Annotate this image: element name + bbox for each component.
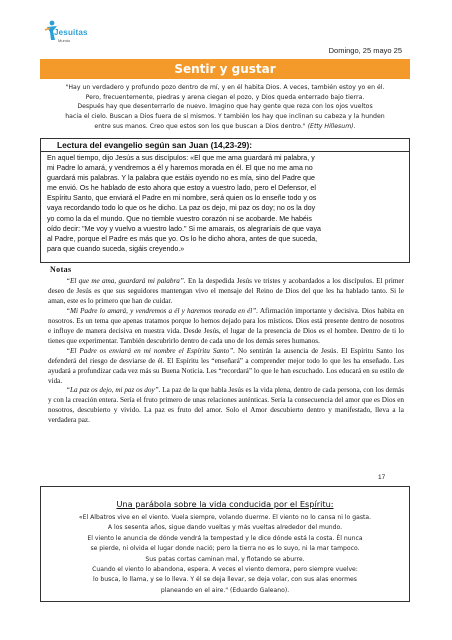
parable-box [40,486,410,602]
gospel-divider [41,151,409,152]
gospel-line: guardará mis palabras. Y la palabra que estáis oyendo no es mía, sino del Padre que [47,174,315,183]
notes-paragraph [48,277,404,307]
notes-text: No sentirán la ausencia de Jesús. El Espíritu Santo los defenderá del riesgo de desviarse de él. El Espíritu les “enseñará” a comprender mejor todo lo que les ha enseñado. Les ayudará a profundizar cada vez más su Buena Noticia. Les “recordará” lo que le han escuchado. Los educará en su estilo de vida. [48,346,404,385]
logo-brand: Jesuitas [54,28,88,37]
gospel-line: para que cuando suceda, sigáis creyendo.» [47,244,185,253]
parable-text [47,513,403,596]
notes-paragraph [48,386,404,426]
gospel-line: mi Padre lo amará, y vendremos a él y haremos morada en él. El que no me ama no [47,164,313,173]
quote-line: Pero, frecuentemente, piedras y arena ciegan el pozo, y Dios queda enterrado bajo tierra. [85,93,365,101]
parable-line: «El Albatros vive en el viento. Vuela siempre, volando duerme. El viento no lo cansa ni lo gasta. [78,514,372,521]
page-number: 17 [378,474,386,481]
gospel-reference: (14,23-29): [208,140,253,150]
notes-body [48,277,404,426]
gospel-title: Lectura del evangelio según san Juan [57,140,209,150]
notes-heading: Notas [50,265,72,274]
notes-quote: “El Padre os enviará en mi nombre el Espíritu Santo”. [66,346,236,355]
gospel-line: Espíritu Santo, que enviará el Padre en mi nombre, será quien os lo enseñe todo y os [47,194,317,203]
quote-author: (Etty Hillesum). [307,122,356,130]
parable-line: Cuando el viento lo abandona, espera. A veces el viento demora, pero siempre vuelve: [92,566,358,574]
quote-line: "Hay un verdadero y profundo pozo dentro de mí, y en él habita Dios. A veces, también estoy yo en él. [65,84,385,91]
gospel-line: oído decir: "Me voy y vuelvo a vuestro lado." Si me amarais, os alegraríais de que vaya [47,224,321,233]
logo-sub: Mundo [58,38,71,43]
notes-paragraph [48,307,404,347]
gospel-line: En aquel tiempo, dijo Jesús a sus discípulos: «El que me ama guardará mi palabra, y [47,154,315,162]
notes-paragraph [48,347,404,387]
quote-line: Después hay que desenterrarlo de nuevo. Imagino que hay gente que reza con los ojos vueltos [77,103,373,111]
notes-text: La paz de la que habla Jesús es la vida plena, dentro de cada persona, con los demás y con la creación entera. Sería el fruto primero de unas relaciones auténticas. Sería la consecuencia del amor que es Dios en nosotros, descubierto y vivido. La paz es fruto del amor. Solo el Amor descubierto dentro y manifestado, lleva a la verdadera paz. [48,386,404,425]
gospel-line: me envió. Os he hablado de esto ahora que estoy a vuestro lado, pero el Defensor, el [47,184,316,193]
gospel-line: vaya recordando todo lo que os he dicho. La paz os dejo, mi paz os doy; no os la doy [47,204,316,213]
date-label: Domingo, 25 mayo 25 [328,46,402,55]
opening-quote [44,83,406,132]
gospel-box [40,138,410,263]
quote-text: entre sus manos. Creo que estos son los que buscan a Dios dentro." [94,122,306,130]
quote-line-last [44,122,406,132]
jesuitas-logo [40,20,88,46]
notes-quote: “El que me ama, guardará mi palabra”. [66,277,186,285]
title-banner: Sentir y gustar [40,59,410,79]
notes-text: Afirmación importante y decisiva. Dios habita en nosotros. Es un tema que apenas tratamos porque lo hemos dejado para los místicos. Dios está presente dentro de nosotros e influye de manera decisiva en nuestra vida. Desde Jesús, el lugar de la presencia de Dios es el hombre. Dentro de ti lo tienes que experimentar. También descubrirlo dentro de cada uno de los demás seres humanos. [48,306,404,345]
parable-line: se pierde, ni olvida el lugar donde nació; pero la tierra no es lo suyo, ni la mar tampoco. [90,545,360,553]
parable-line: lo busca, lo llama, y se lo lleva. Y él se deja llevar, se deja volar, con sus alas enormes [93,576,357,584]
parable-line: A los sesenta años, sigue dando vueltas y más vueltas alrededor del mundo. [107,524,343,532]
parable-line: planeando en el aire." (Eduardo Galeano). [160,586,290,594]
notes-quote: “La paz os dejo, mi paz os doy”. [66,386,161,395]
parable-line: El viento le anuncia de dónde vendrá la tempestad y le dice dónde está la costa. Él nunca [87,534,363,542]
notes-quote: “Mi Padre lo amará, y vendremos a él y haremos morada en él”. [66,306,259,315]
gospel-line: yo como la da el mundo. Que no tiemble vuestro corazón ni se acobarde. Me habéis [47,214,312,223]
parable-line: Sus patas cortas caminan mal, y flotando se aburre. [145,555,305,563]
parable-heading [41,499,409,509]
gospel-heading [57,140,252,150]
notes-text: En la despedida Jesús ve tristes y acobardados a los discípulos. El primer deseo de Jesús es que sus seguidores mantengan vivo el mensaje del Reino de Dios del que les ha hablado tanto. Si le aman, este es lo primero que han de cuidar. [48,277,405,305]
quote-line: hacia el cielo. Buscan a Dios fuera de sí mismos. Y también los hay que inclinan su cabeza y la hunden [65,113,385,121]
parable-title: Una parábola sobre la vida conducida por el Espíritu: [116,499,334,509]
gospel-text [47,153,405,254]
gospel-line: al Padre, porque el Padre es más que yo. Os lo he dicho ahora, antes de que suceda, [47,234,318,243]
